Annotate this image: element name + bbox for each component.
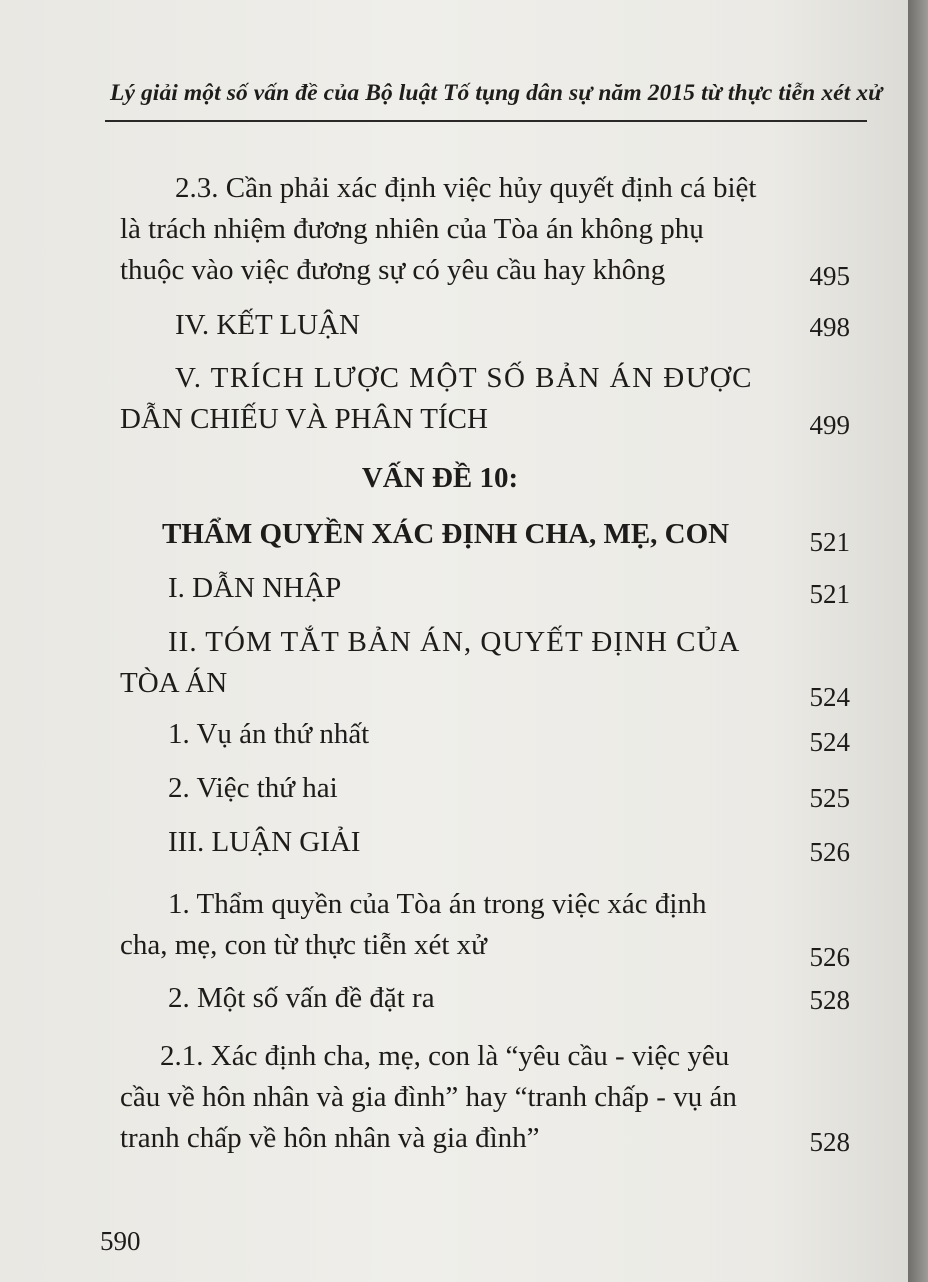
toc-entry [120, 358, 850, 440]
toc-page-number: 495 [809, 261, 850, 291]
toc-entry-line: 1. Vụ án thứ nhất [168, 718, 370, 750]
toc-entry-line: IV. KẾT LUẬN [175, 309, 361, 341]
toc-entry [120, 622, 850, 712]
toc-entry-line: 2. Một số vấn đề đặt ra [168, 982, 435, 1014]
toc-entry-line: 2.3. Cần phải xác định việc hủy quyết định cá biệt [175, 172, 757, 204]
toc-entry-line: 1. Thẩm quyền của Tòa án trong việc xác định [168, 888, 707, 920]
toc-entry-line: 2.1. Xác định cha, mẹ, con là “yêu cầu - việc yêu [160, 1040, 730, 1072]
section-title: THẨM QUYỀN XÁC ĐỊNH CHA, MẸ, CON [162, 518, 730, 550]
toc-page-number: 521 [809, 579, 850, 609]
toc-entry-line: DẪN CHIẾU VÀ PHÂN TÍCH [120, 403, 488, 435]
header-rule [105, 120, 867, 122]
toc-page-number: 528 [809, 985, 850, 1015]
toc-entry [120, 978, 850, 1019]
section-heading [120, 458, 760, 499]
toc-page-number: 499 [809, 410, 850, 440]
toc-entry [120, 305, 850, 346]
toc-entry-line: 2. Việc thứ hai [168, 772, 338, 804]
toc-page-number: 524 [809, 727, 850, 757]
toc-entry [120, 822, 850, 867]
toc-entry-line: cầu về hôn nhân và gia đình” hay “tranh chấp - vụ án [120, 1081, 737, 1113]
toc-entry-line: V. TRÍCH LƯỢC MỘT SỐ BẢN ÁN ĐƯỢC [175, 362, 754, 394]
toc-entry [120, 768, 850, 813]
toc-entry [120, 1036, 850, 1159]
toc-entry-line: II. TÓM TẮT BẢN ÁN, QUYẾT ĐỊNH CỦA [168, 626, 741, 658]
toc-page-number: 524 [809, 682, 850, 712]
folio-page-number: 590 [100, 1226, 141, 1256]
toc-entry-line: I. DẪN NHẬP [168, 572, 342, 604]
toc-page-number: 528 [809, 1127, 850, 1157]
toc-entry [120, 568, 850, 609]
toc-entry [120, 714, 850, 755]
section-heading-label: VẤN ĐỀ 10: [361, 462, 519, 494]
toc-page-number: 521 [809, 527, 850, 557]
toc-entry-line: cha, mẹ, con từ thực tiễn xét xử [120, 929, 487, 961]
toc-entry-line: tranh chấp về hôn nhân và gia đình” [120, 1122, 540, 1154]
toc-entry-line: thuộc vào việc đương sự có yêu cầu hay không [120, 254, 666, 286]
toc-entry [120, 514, 850, 555]
toc-page-number: 498 [809, 312, 850, 342]
running-header: Lý giải một số vấn đề của Bộ luật Tố tụng dân sự năm 2015 từ thực tiễn xét xử [110, 80, 883, 106]
toc-entry-line: là trách nhiệm đương nhiên của Tòa án không phụ [120, 213, 704, 245]
page-edge [908, 0, 928, 1282]
toc-entry-line: TÒA ÁN [120, 667, 228, 699]
toc-entry-line: III. LUẬN GIẢI [168, 826, 361, 858]
toc-page-number: 526 [809, 837, 850, 867]
toc-entry [120, 884, 850, 972]
toc-page-number: 526 [809, 942, 850, 972]
toc-entry [120, 168, 850, 291]
toc-page-number: 525 [809, 783, 850, 813]
